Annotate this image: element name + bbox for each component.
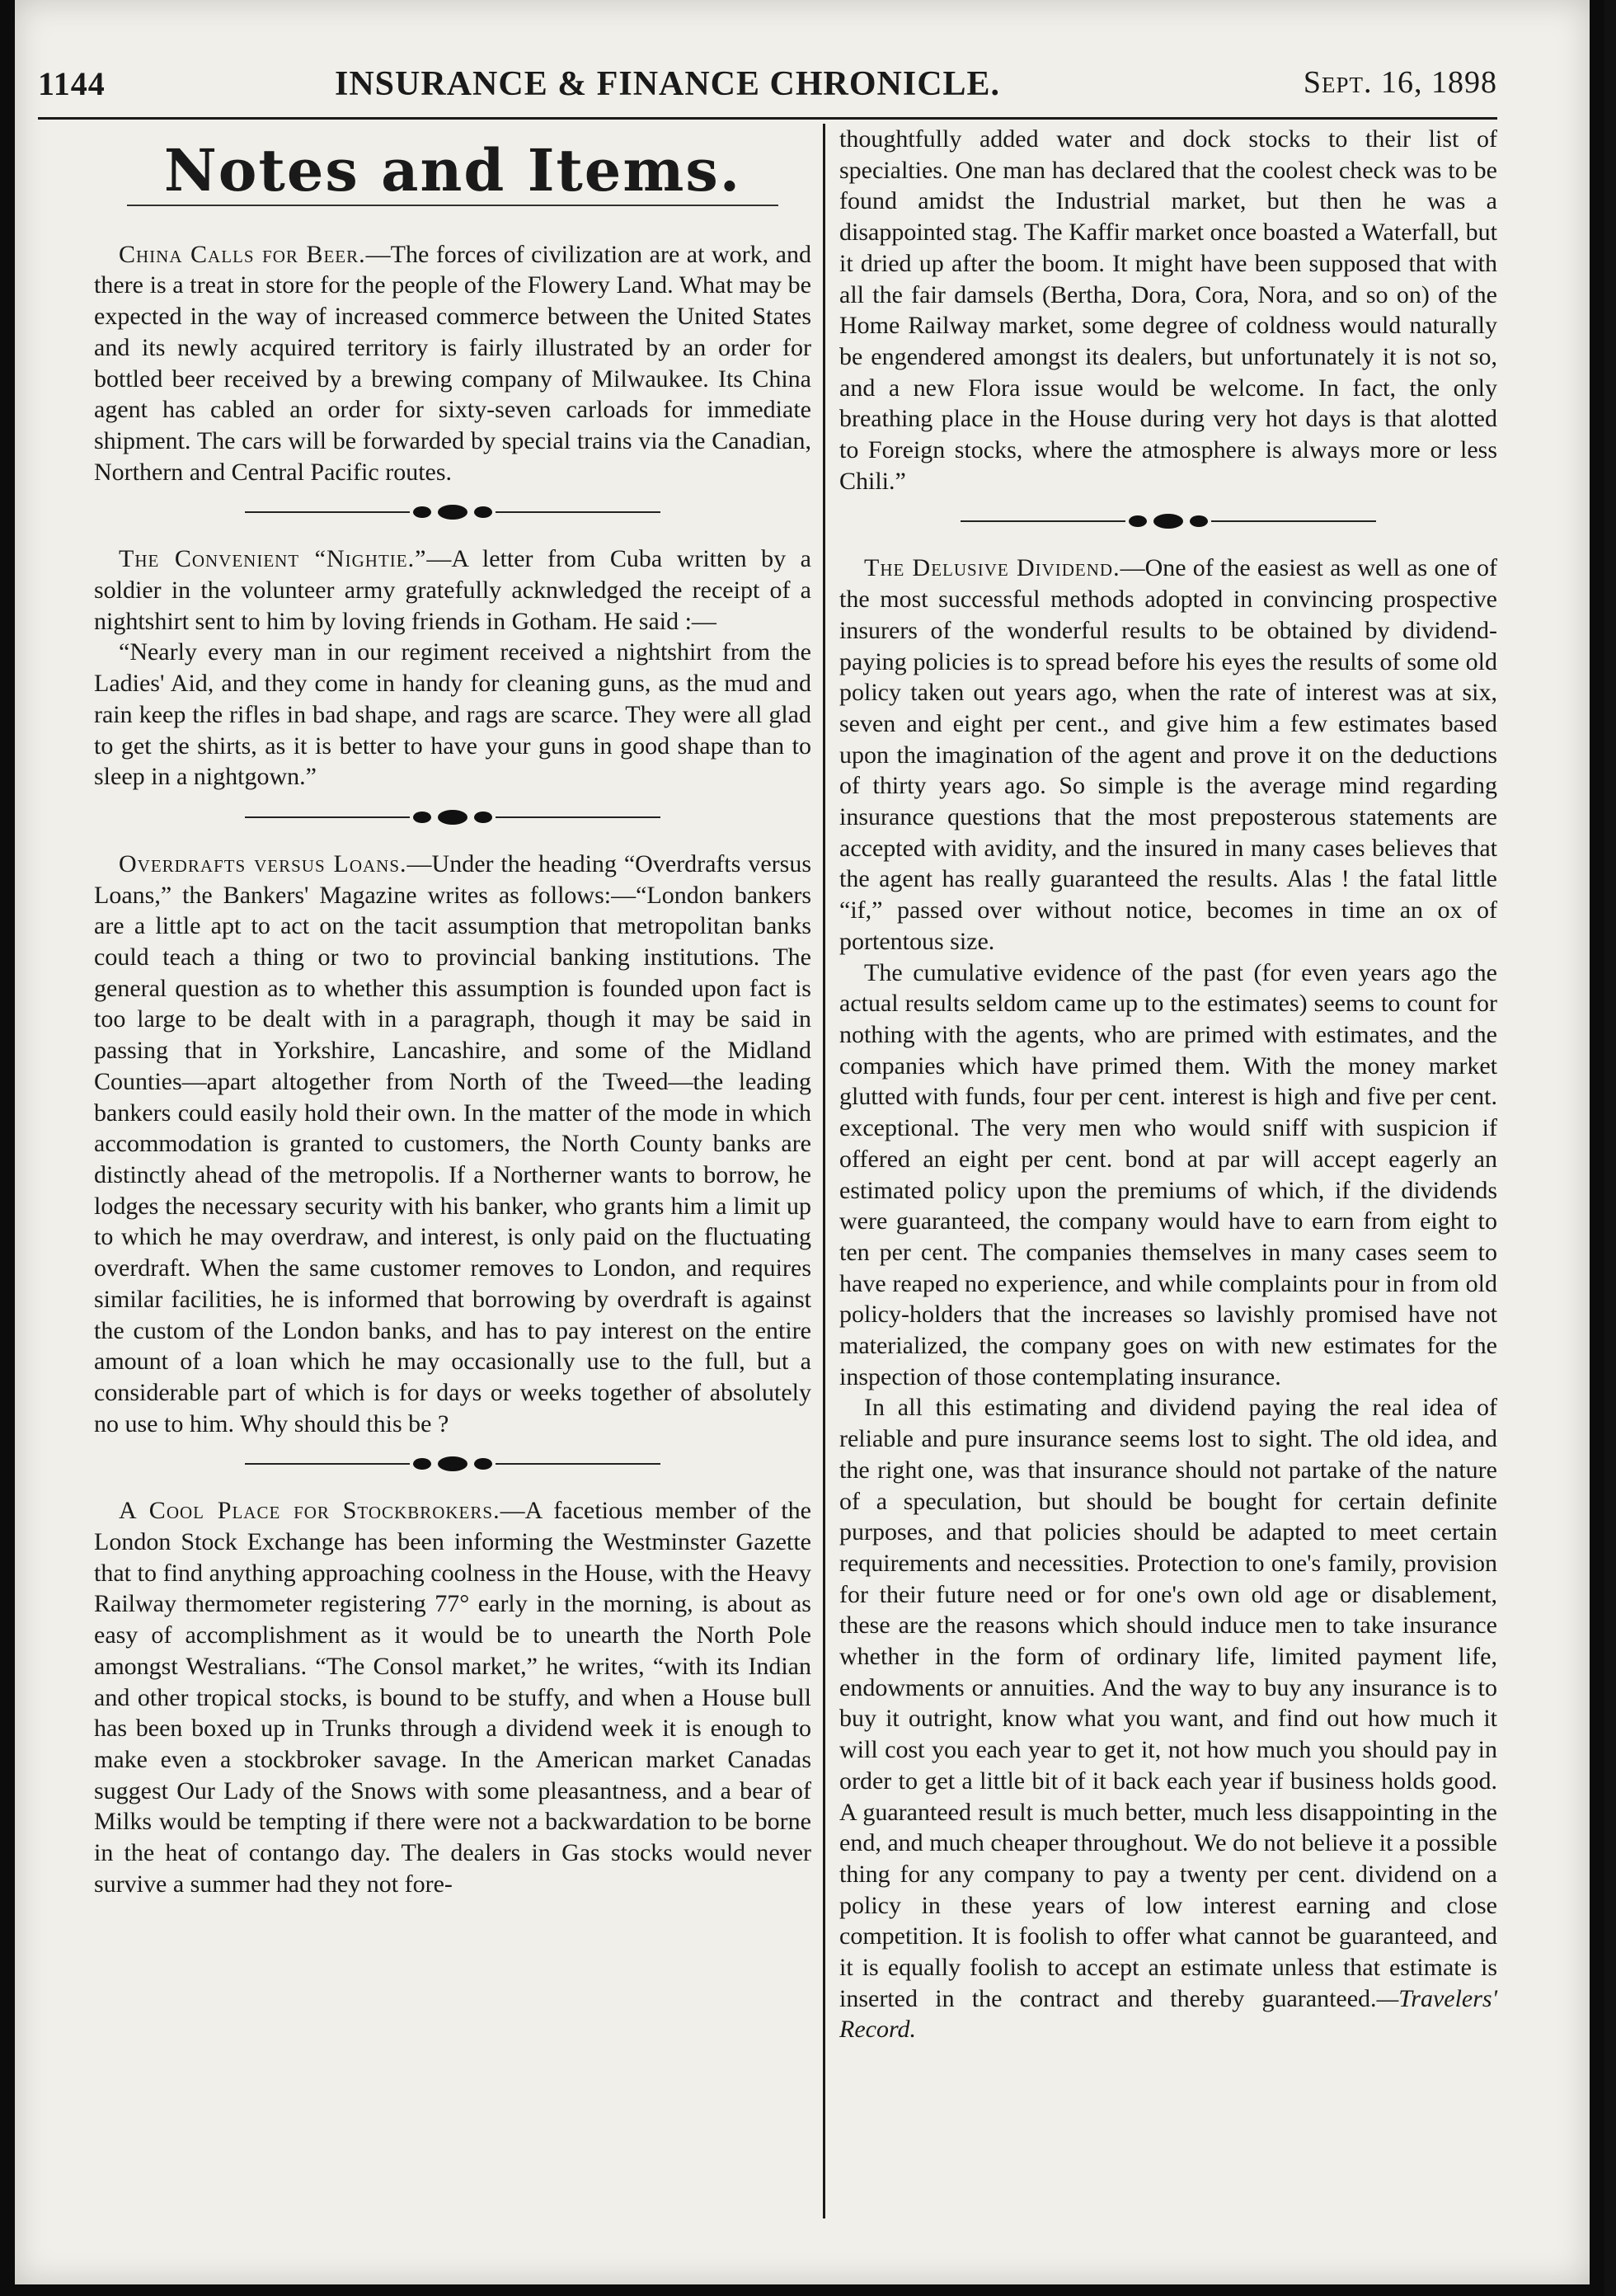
article-signature: —Travelers' Record. <box>839 1984 1497 2044</box>
article-body: The cumulative evidence of the past (for even years ago the actual results seldom came up to the estimates) seems to count for nothing with the agents, who are primed with estimates, and the companies which have primed them. With the money market glutted with funds, four per cent. interest is high and five per cent. exceptional. The very men who would sniff with suspicion if offered an eight per cent. bond at par will accept eagerly an estimated policy upon the premiums of which, if the dividends were guaranteed, the company would have to earn from eight to ten per cent. The companies themselves in many cases seem to have reaped no experience, and while complaints pour in from old policy-holders that the increases so lavishly promised have not materialized, the company goes on with new estimates for the inspection of those contemplating insurance. <box>839 958 1497 1390</box>
column-divider <box>823 124 825 2218</box>
ornament-divider <box>94 1446 811 1482</box>
article-body: —A letter from Cuba written by a soldier in the volunteer army gratefully acknwledged the receipt of a nightshirt sent to him by loving friends in Gotham. He said :— <box>94 545 811 635</box>
article-heading: A Cool Place for Stockbrokers. <box>119 1497 500 1525</box>
page-header <box>38 64 1497 114</box>
left-column <box>94 124 811 1899</box>
newspaper-page <box>15 0 1590 2284</box>
article-body: —Under the heading “Overdrafts versus Loans,” the Bankers' Magazine writes as follows:—“London bankers are a little apt to act on the tacit assumption that metropolitan banks could teach a thing or two to provincial banking institutions. The general question as to whether this assumption is founded upon fact is too large to be dealt with in a paragraph, though it may be said in passing that in Yorkshire, Lancashire, and some of the Midland Counties—apart altogether from North of the Tweed—the leading bankers could easily hold their own. In the matter of the mode in which accommodation is granted to customers, the North County banks are distinctly ahead of the metropolis. If a Northerner wants to borrow, he lodges the necessary security with his banker, who grants him a limit up to which he may overdraw, and interest, is only paid on the fluctuating overdraft. When the same customer removes to London, and requires similar facilities, he is informed that borrowing by overdraft is against the custom of the London banks, and has to pay interest on the entire amount of a loan which he may occasionally use to the full, but a considerable part of which is for days or weeks together of absolutely no use to him. Why should this be ? <box>94 849 811 1437</box>
issue-date: Sept. 16, 1898 <box>1303 65 1497 100</box>
article-heading: Overdrafts versus Loans. <box>119 849 407 877</box>
section-title: Notes and Items. <box>163 136 742 205</box>
article-body: In all this estimating and dividend paying the real idea of reliable and pure insurance seems lost to sight. The old idea, and the right one, was that insurance should not partake of the nature of a speculation, but should be bought for certain definite purposes, and that policies should be adapted to meet certain requirements and necessities. Protection to one's family, provision for their future need or for one's own old age or disablement, these are the reasons which should induce men to take insurance whether in the form of ordinary life, limited payment life, endowments or annuities. And the way to buy any insurance is to buy it outright, know what you want, and find out how much it will cost you each year to get it, not how much you should pay in order to get a little bit of it back each year if business holds good. A guaranteed result is much better, much less disappointing in the end, and much cheaper throughout. We do not believe it a possible thing for any company to pay a twenty per cent. dividend on a policy in these years of low interest earning and close competition. It is foolish to offer what cannot be guaranteed, and it is equally foolish to accept an estimate unless that estimate is inserted in the contract and thereby guaranteed. <box>839 1394 1497 2012</box>
article-body: —The forces of civilization are at work, and there is a treat in store for the people of the Flowery Land. What may be expected in the way of increased commerce between the United States and its newly acquired territory is fairly illustrated by an order for bottled beer received by a brewing company of Milwaukee. Its China agent has cabled an order for sixty-seven carloads for immediate shipment. The cars will be forwarded by special trains via the Canadian, Northern and Central Pacific routes. <box>94 240 811 486</box>
article-heading: China Calls for Beer. <box>119 240 366 268</box>
article-heading: The Convenient “Nightie.” <box>119 545 427 573</box>
article-china-calls-for-beer <box>94 239 811 488</box>
article-convenient-nightie <box>94 543 811 793</box>
article-delusive-dividend <box>839 553 1497 2045</box>
section-rule <box>127 205 778 206</box>
article-body: —A facetious member of the London Stock Exchange has been informing the Westminster Gazette that to find anything approaching coolness in the House, with the Heavy Railway thermometer registering 77° early in the morning, is about as easy of accomplishment as it would be to unearth the North Pole amongst Westralians. “The Consol market,” he writes, “with its Indian and other tropical stocks, is bound to be stuffy, and when a House bull has been boxed up in Trunks through a dividend week it is enough to make even a stockbroker savage. In the American market Canadas suggest Our Lady of the Snows with some pleasantness, and a bear of Milks would be tempting if there were not a backwardation to be borne in the heat of contango day. The dealers in Gas stocks would never survive a summer had they not fore- <box>94 1497 811 1898</box>
ornament-divider <box>94 799 811 835</box>
article-overdrafts-versus-loans <box>94 849 811 1439</box>
ornament-divider <box>839 503 1497 539</box>
scan-edge <box>1604 0 1616 2296</box>
page-number: 1144 <box>38 65 106 102</box>
article-heading: The Delusive Dividend. <box>864 554 1120 582</box>
ornament-divider <box>94 494 811 530</box>
header-rule <box>38 117 1497 120</box>
article-continuation: thoughtfully added water and dock stocks to their list of specialties. One man has declared that the coolest check was to be found amidst the Industrial market, but then he was a disappointed stag. The Kaffir market once boasted a Waterfall, but it dried up after the boom. It might have been supposed that with all the fair damsels (Bertha, Dora, Cora, Nora, and so on) of the Home Railway market, some degree of coldness would naturally be engendered amongst its dealers, but unfortunately it is not so, and a new Flora issue would be welcome. In fact, the only breathing place in the House during very hot days is that alotted to Foreign stocks, where the atmosphere is always more or less Chili.” <box>839 125 1497 495</box>
article-body: “Nearly every man in our regiment received a nightshirt from the Ladies' Aid, and they come in handy for cleaning guns, as the mud and rain keep the rifles in bad shape, and rags are scarce. They were all glad to get the shirts, as it is better to have your guns in good shape than to sleep in a nightgown.” <box>94 638 811 791</box>
article-cool-place-for-stockbrokers <box>94 1495 811 1899</box>
right-column <box>839 124 1497 2045</box>
publication-title: INSURANCE & FINANCE CHRONICLE. <box>335 65 1001 103</box>
article-body: —One of the easiest as well as one of the most successful methods adopted in convincing prospective insurers of the wonderful results to be obtained by dividend-paying policies is to spread before his eyes the results of some old policy taken out years ago, when the rate of interest was at six, seven and eight per cent., and give him a few estimates based upon the imagination of the agent and prove it on the deductions of thirty years ago. So simple is the average mind regarding insurance questions that the most preposterous statements are accepted with avidity, and the insured in many cases believes that the agent has really guaranteed the results. Alas ! the fatal little “if,” passed over without notice, becomes in time an ox of portentous size. <box>839 554 1497 955</box>
